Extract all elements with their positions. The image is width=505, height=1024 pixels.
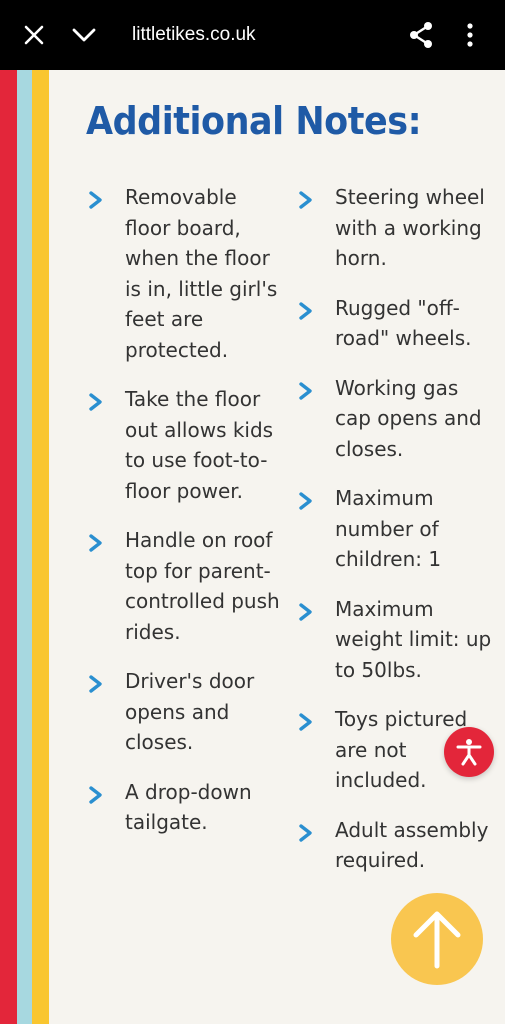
list-item	[88, 384, 288, 506]
list-item	[298, 815, 498, 876]
list-item	[88, 777, 288, 838]
chevron-right-icon	[298, 302, 314, 320]
list-item-text: Rugged "off-road" wheels.	[335, 295, 472, 350]
scroll-to-top-button[interactable]	[391, 893, 483, 985]
chevron-right-icon	[298, 603, 314, 621]
chevron-right-icon	[88, 393, 104, 411]
notes-list-right	[298, 182, 498, 895]
list-item	[88, 666, 288, 758]
list-item-text: Steering wheel with a working horn.	[335, 185, 485, 270]
list-item	[88, 182, 288, 365]
notes-list-left	[88, 182, 288, 857]
section-title: Additional Notes:	[86, 99, 422, 143]
list-item	[298, 293, 498, 354]
accessibility-button[interactable]	[444, 727, 494, 777]
page-url[interactable]: littletikes.co.uk	[132, 24, 256, 45]
list-item-text: Take the floor out allows kids to use foot-to-floor power.	[125, 387, 274, 503]
share-icon[interactable]	[405, 19, 437, 51]
list-item-text: Toys pictured are not included.	[335, 707, 468, 792]
stripe-blue	[17, 70, 32, 1024]
chevron-right-icon	[298, 824, 314, 842]
stripe-red	[0, 70, 17, 1024]
chevron-right-icon	[88, 675, 104, 693]
chevron-right-icon	[88, 786, 104, 804]
list-item-text: Removable floor board, when the floor is in, little girl's feet are protected.	[125, 185, 278, 362]
chevron-right-icon	[88, 534, 104, 552]
list-item	[298, 373, 498, 465]
more-vert-icon[interactable]	[454, 19, 486, 51]
list-item-text: Maximum weight limit: up to 50lbs.	[335, 596, 492, 682]
notes-section	[50, 70, 505, 1024]
list-item	[298, 182, 498, 274]
list-item	[298, 594, 498, 686]
decorative-stripes	[0, 70, 50, 1024]
chevron-right-icon	[298, 191, 314, 209]
chevron-down-icon[interactable]	[68, 19, 100, 51]
browser-toolbar	[0, 0, 505, 70]
list-item-text: Adult assembly required.	[335, 817, 489, 872]
chevron-right-icon	[298, 382, 314, 400]
list-item-text: Driver's door opens and closes.	[125, 669, 255, 754]
accessibility-icon	[454, 737, 484, 767]
arrow-up-icon	[410, 908, 464, 970]
chevron-right-icon	[298, 713, 314, 731]
list-item-text: Working gas cap opens and closes.	[335, 375, 482, 461]
close-icon[interactable]	[18, 19, 50, 51]
list-item-text: A drop-down tailgate.	[125, 779, 252, 834]
list-item	[88, 525, 288, 647]
chevron-right-icon	[88, 191, 104, 209]
stripe-yellow	[32, 70, 49, 1024]
chevron-right-icon	[298, 492, 314, 510]
list-item	[298, 483, 498, 575]
list-item-text: Handle on roof top for parent-controlled push rides.	[125, 528, 280, 644]
list-item-text: Maximum number of children: 1	[335, 486, 442, 571]
